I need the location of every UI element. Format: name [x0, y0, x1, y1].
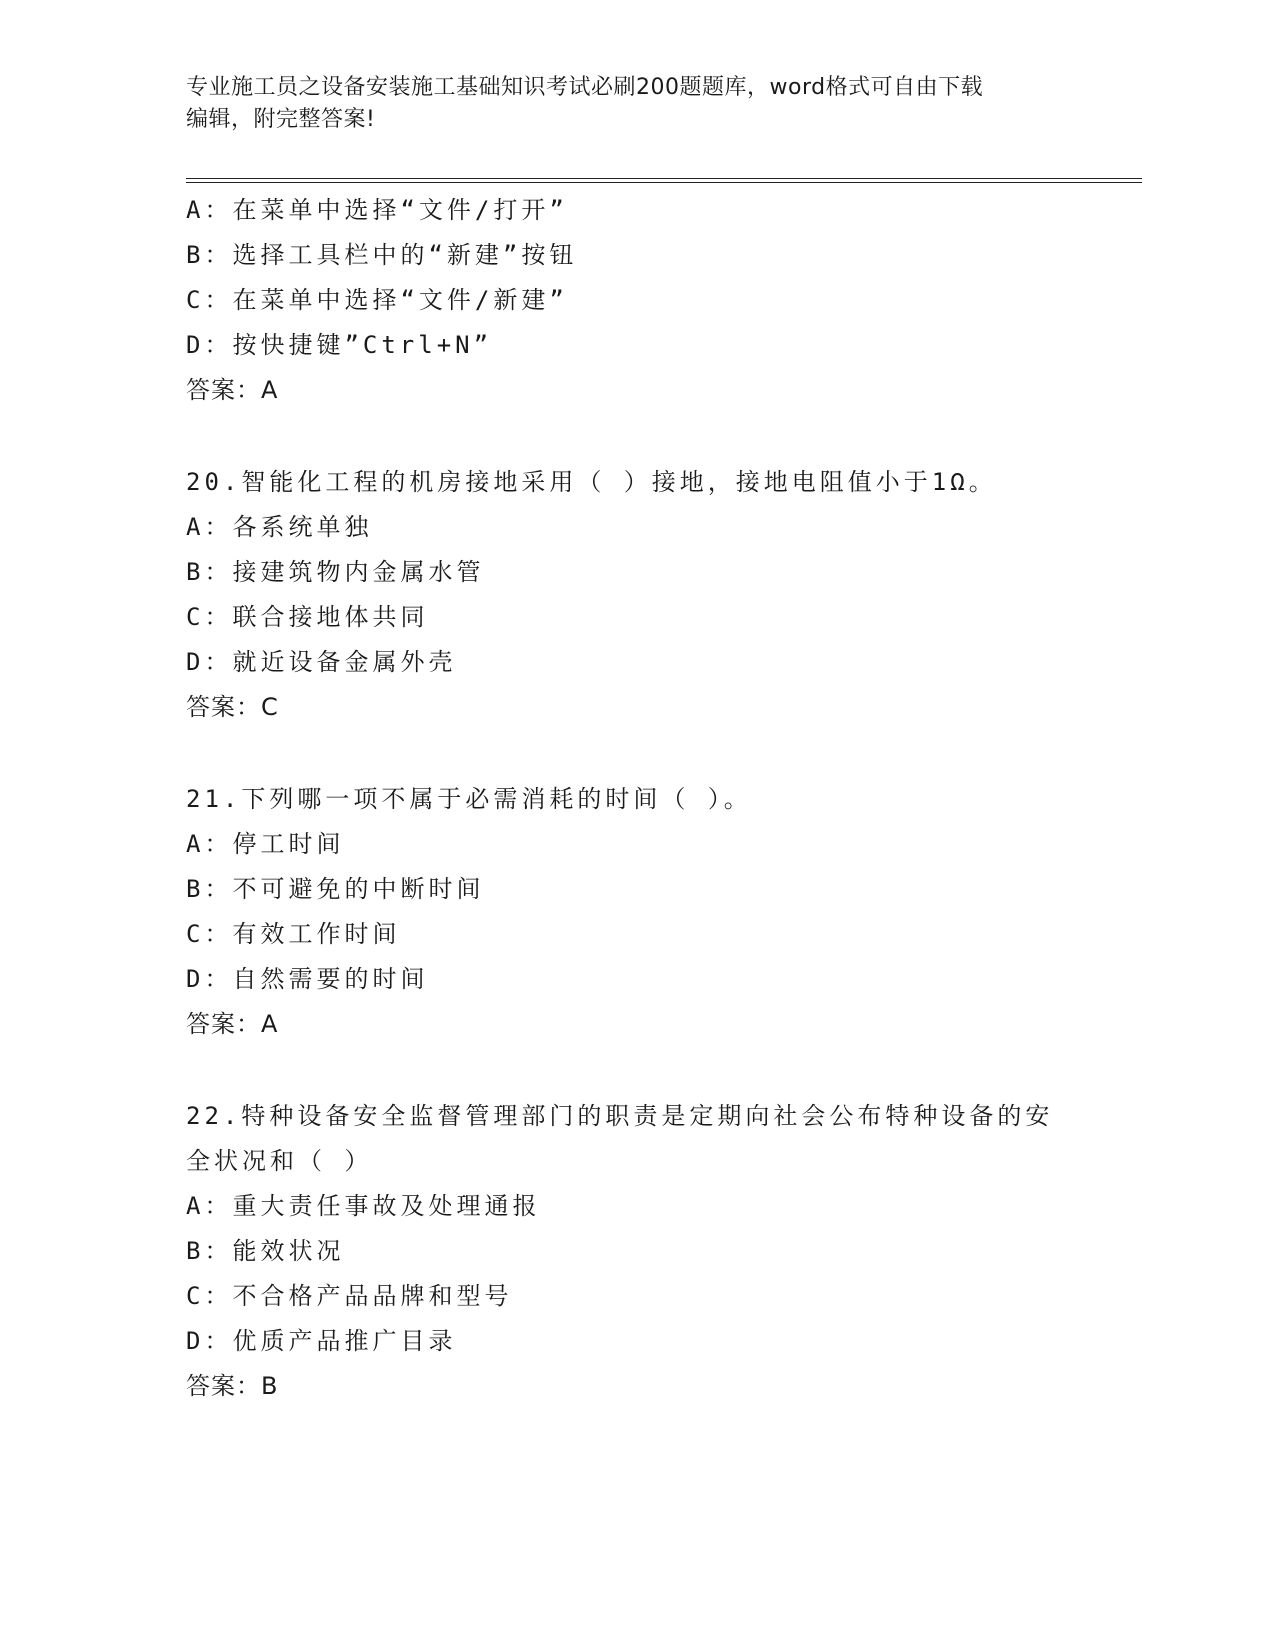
option-c: C：有效工作时间 [186, 920, 401, 948]
answer-line: 答案：A [186, 376, 279, 404]
answer-line: 答案：B [186, 1372, 279, 1400]
option-a: A：停工时间 [186, 830, 345, 858]
answer-line: 答案：A [186, 1010, 279, 1038]
block-spacer [186, 1047, 1086, 1094]
option-a: A：各系统单独 [186, 513, 373, 541]
option-a: A：在菜单中选择“文件/打开” [186, 196, 568, 224]
document-header [186, 72, 1086, 136]
option-d: D：优质产品推广目录 [186, 1327, 457, 1355]
option-b: B：不可避免的中断时间 [186, 875, 485, 903]
option-d: D：自然需要的时间 [186, 965, 429, 993]
option-b: B：能效状况 [186, 1237, 345, 1265]
option-c: C：联合接地体共同 [186, 603, 429, 631]
question-stem: 21.下列哪一项不属于必需消耗的时间（ ）。 [186, 785, 752, 813]
option-a: A：重大责任事故及处理通报 [186, 1192, 541, 1220]
block-spacer [186, 413, 1086, 460]
option-d: D：就近设备金属外壳 [186, 648, 457, 676]
question-block-21 [186, 777, 1086, 1047]
option-c: C：不合格产品品牌和型号 [186, 1282, 513, 1310]
header-double-rule [186, 178, 1142, 183]
question-stem: 20.智能化工程的机房接地采用（ ）接地，接地电阻值小于1Ω。 [186, 468, 997, 496]
question-block-22 [186, 1094, 1086, 1409]
option-c: C：在菜单中选择“文件/新建” [186, 286, 568, 314]
header-title-line-1: 专业施工员之设备安装施工基础知识考试必刷200题题库，word格式可自由下载 [186, 75, 984, 100]
option-b: B：选择工具栏中的“新建”按钮 [186, 241, 578, 269]
question-block-19 [186, 188, 1086, 413]
question-block-20 [186, 460, 1086, 730]
option-d: D：按快捷键”Ctrl+N” [186, 331, 493, 359]
question-list [186, 188, 1086, 1409]
answer-line: 答案：C [186, 693, 279, 721]
option-b: B：接建筑物内金属水管 [186, 558, 485, 586]
header-title-line-2: 编辑，附完整答案! [186, 107, 376, 132]
question-stem: 22.特种设备安全监督管理部门的职责是定期向社会公布特种设备的安全状况和（ ） [186, 1102, 1054, 1175]
block-spacer [186, 730, 1086, 777]
